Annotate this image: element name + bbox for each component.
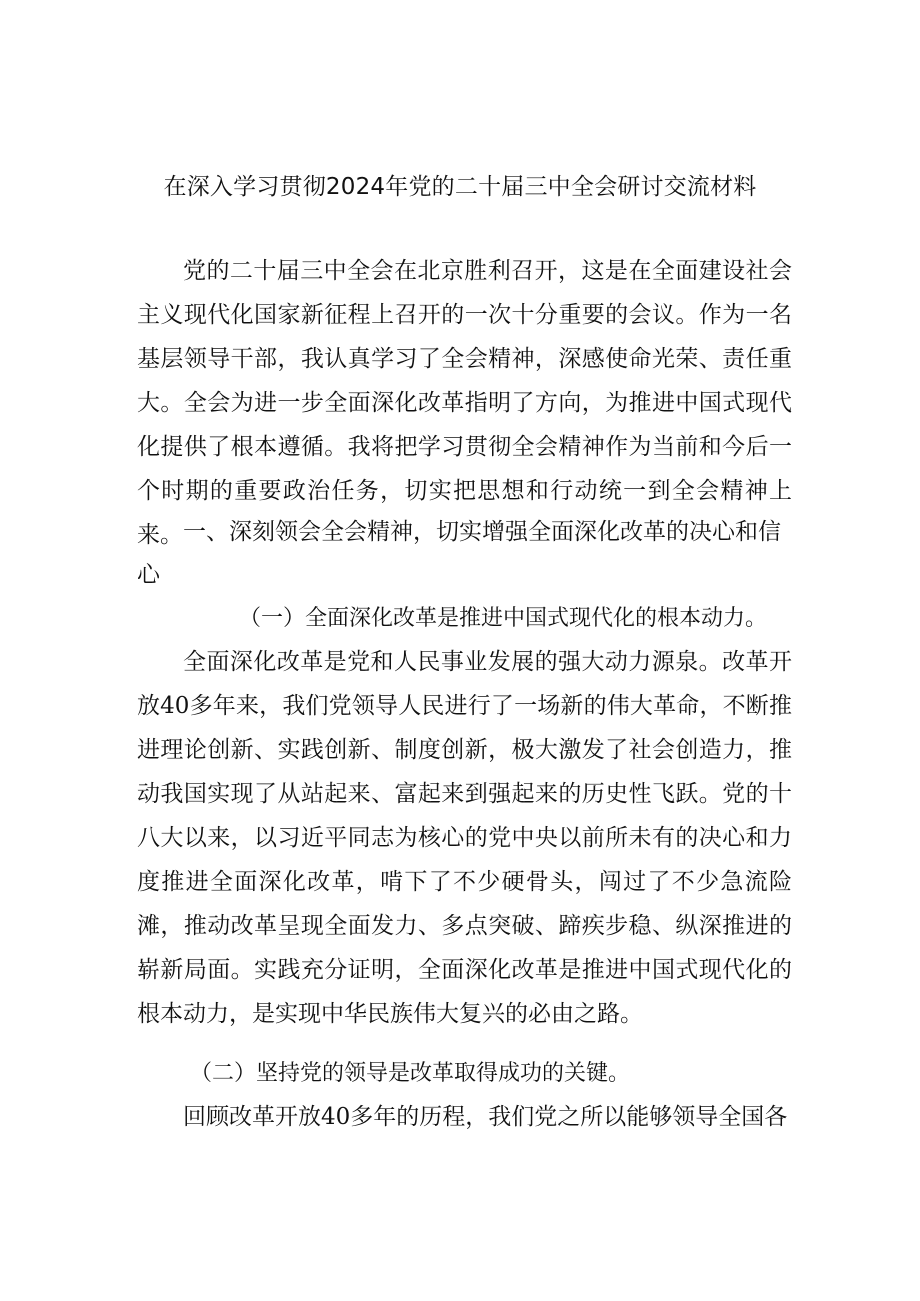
document-title: 在深入学习贯彻2024年党的二十届三中全会研讨交流材料 — [163, 174, 757, 200]
subheading-2: （二）坚持党的领导是改革取得成功的关键。 — [190, 1061, 631, 1086]
subheading-1: （一）全面深化改革是推进中国式现代化的根本动力。 — [239, 606, 768, 631]
body-paragraph-3: 回顾改革开放40多年的历程，我们党之所以能够领导全国各 — [183, 1104, 788, 1130]
body-paragraph-2: 全面深化改革是党和人民事业发展的强大动力源泉。改革开放40多年来，我们党领导人民进行了一场新的伟大革命，不断推进理论创新、实践创新、制度创新，极大激发了社会创造力，推动我国实现了从站起来、富起来到强起来的历史性飞跃。党的十八大以来，以习近平同志为核心的党中央以前所未有的决心和力度推进全面深化改革，啃下了不少硬骨头，闯过了不少急流险滩，推动改革呈现全面发力、多点突破、蹄疾步稳、纵深推进的崭新局面。实践充分证明，全面深化改革是推进中国式现代化的根本动力，是实现中华民族伟大复兴的必由之路。 — [137, 649, 792, 1027]
intro-paragraph: 党的二十届三中全会在北京胜利召开，这是在全面建设社会主义现代化国家新征程上召开的一次十分重要的会议。作为一名基层领导干部，我认真学习了全会精神，深感使命光荣、责任重大。全会为进一步全面深化改革指明了方向，为推进中国式现代化提供了根本遵循。我将把学习贯彻全会精神作为当前和今后一个时期的重要政治任务，切实把思想和行动统一到全会精神上来。 — [137, 258, 792, 548]
section-heading-1: 一、深刻领会全会精神，切实增强全面深化改革的决心和信心 — [137, 519, 781, 588]
